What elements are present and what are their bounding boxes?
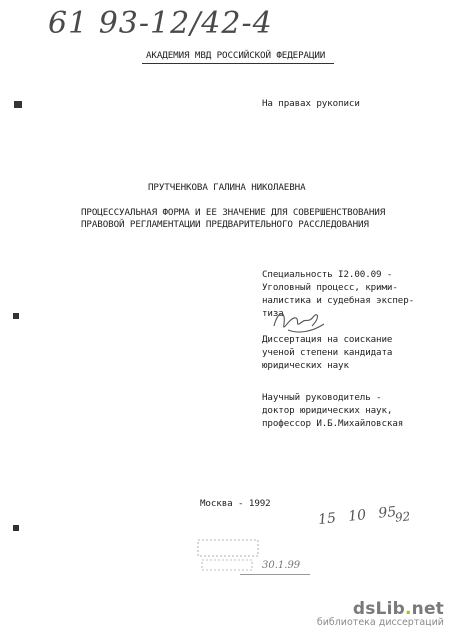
degree-line-2: ученой степени кандидата — [262, 347, 393, 358]
academy-underline — [142, 63, 334, 64]
handwritten-small-note: 92 — [394, 509, 411, 525]
specialty-line-1: Специальность I2.00.09 - — [262, 269, 393, 280]
supervisor-line-3: профессор И.Б.Михайловская — [262, 418, 404, 429]
dissertation-title-line-2: ПРАВОВОЙ РЕГЛАМЕНТАЦИИ ПРЕДВАРИТЕЛЬНОГО РАССЛЕДОВАНИЯ — [81, 219, 369, 230]
watermark-brand — [317, 599, 444, 619]
margin-mark — [13, 525, 19, 531]
supervisor-line-1: Научный руководитель - — [262, 392, 382, 403]
academy-header: АКАДЕМИЯ МВД РОССИЙСКОЙ ФЕДЕРАЦИИ — [146, 50, 326, 61]
handwritten-catalog-number: 61 93-12/42-4 — [48, 6, 273, 41]
handwritten-date: 15 10 95 — [317, 503, 397, 529]
dissertation-title-line-1: ПРОЦЕССУАЛЬНАЯ ФОРМА И ЕЕ ЗНАЧЕНИЕ ДЛЯ СОВЕРШЕНСТВОВАНИЯ — [81, 207, 386, 218]
watermark-brand-dot: . — [404, 599, 412, 619]
specialty-line-3: налистика и судебная экспер- — [262, 295, 415, 306]
stamp-number: 30.1.99 — [262, 560, 301, 571]
margin-mark — [14, 101, 22, 108]
watermark-brand-main: dsLib — [352, 599, 405, 619]
rights-notice: На правах рукописи — [262, 98, 360, 109]
author-name: ПРУТЧЕНКОВА ГАЛИНА НИКОЛАЕВНА — [148, 182, 306, 193]
city-year: Москва - 1992 — [200, 498, 271, 509]
watermark-brand-tld: net — [411, 599, 444, 619]
specialty-line-4: тиза — [262, 308, 284, 319]
stamp-underline — [240, 574, 310, 575]
watermark-subtitle: библиотека диссертаций — [316, 617, 444, 628]
degree-line-1: Диссертация на соискание — [262, 334, 393, 345]
specialty-line-2: Уголовный процесс, крими- — [262, 282, 398, 293]
degree-line-3: юридических наук — [262, 360, 349, 371]
margin-mark — [13, 313, 19, 319]
supervisor-line-2: доктор юридических наук, — [262, 405, 393, 416]
watermark — [317, 599, 444, 628]
signature — [268, 304, 328, 338]
